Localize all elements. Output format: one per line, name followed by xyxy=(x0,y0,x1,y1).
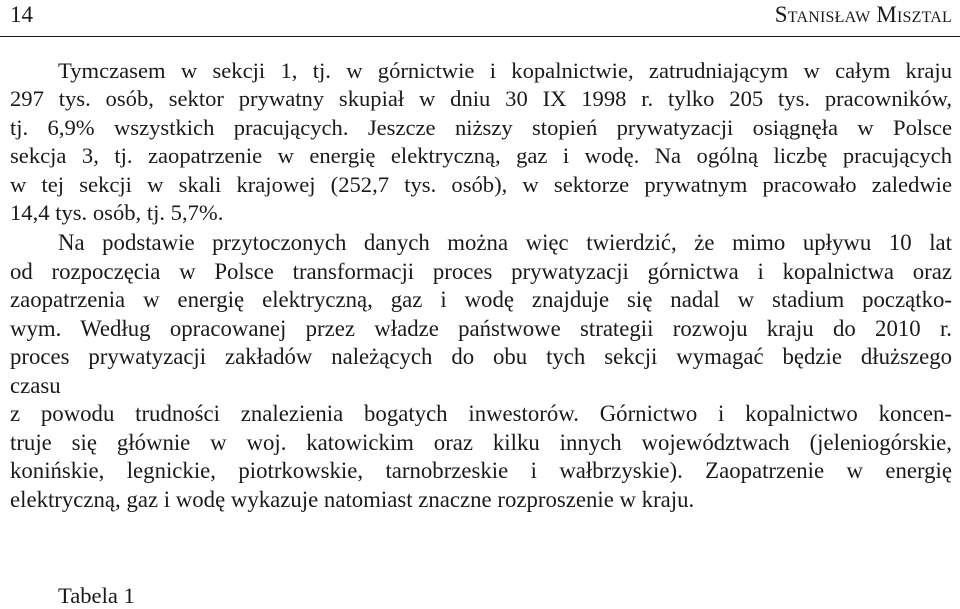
text-line: zaopatrzenia w energię elektryczną, gaz i wodę znajduje się nadal w stadium początko- xyxy=(10,287,952,313)
text-line: Tymczasem w sekcji 1, tj. w górnictwie i kopalnictwie, zatrudniającym w całym kraju xyxy=(58,58,952,83)
text-line: konińskie, legnickie, piotrkowskie, tarnobrzeskie i wałbrzyskie). Zaopatrzenie w energię xyxy=(10,458,952,484)
running-head-author: Stanisław Misztal xyxy=(774,2,952,27)
text-line: od rozpoczęcia w Polsce transformacji proces prywatyzacji górnictwa i kopalnictwa oraz xyxy=(10,258,952,284)
text-line: wym. Według opracowanej przez władze państwowe strategii rozwoju kraju do 2010 r. xyxy=(10,315,952,341)
text-line: czasu xyxy=(10,372,61,398)
table-caption: Tabela 1 xyxy=(58,583,135,608)
text-line: Na podstawie przytoczonych danych można więc twierdzić, że mimo upływu 10 lat xyxy=(58,230,952,256)
text-line: truje się głównie w woj. katowickim oraz kilku innych województwach (jeleniogórskie, xyxy=(10,429,952,455)
paragraph-2 xyxy=(10,229,952,514)
text-line: tj. 6,9% wszystkich pracujących. Jeszcze niższy stopień prywatyzacji osiągnęła w Polsce xyxy=(10,114,952,140)
text-line: 297 tys. osób, sektor prywatny skupiał w dniu 30 IX 1998 r. tylko 205 tys. pracowników, xyxy=(10,86,952,112)
text-line: proces prywatyzacji zakładów należących do obu tych sekcji wymagać będzie dłuższego xyxy=(10,344,952,370)
text-line: sekcja 3, tj. zaopatrzenie w energię elektryczną, gaz i wodę. Na ogólną liczbę pracujących xyxy=(10,143,952,169)
page-number: 14 xyxy=(10,2,33,27)
text-line: z powodu trudności znalezienia bogatych inwestorów. Górnictwo i kopalnictwo koncen- xyxy=(10,401,952,427)
paragraph-1 xyxy=(10,57,952,227)
text-line: w tej sekcji w skali krajowej (252,7 tys. osób), w sektorze prywatnym pracowało zaledwie xyxy=(10,171,952,197)
text-line: elektryczną, gaz i wodę wykazuje natomiast znaczne rozproszenie w kraju. xyxy=(10,486,695,512)
page-header xyxy=(0,0,960,37)
text-line: 14,4 tys. osób, tj. 5,7%. xyxy=(10,199,224,225)
body-text xyxy=(10,57,952,514)
